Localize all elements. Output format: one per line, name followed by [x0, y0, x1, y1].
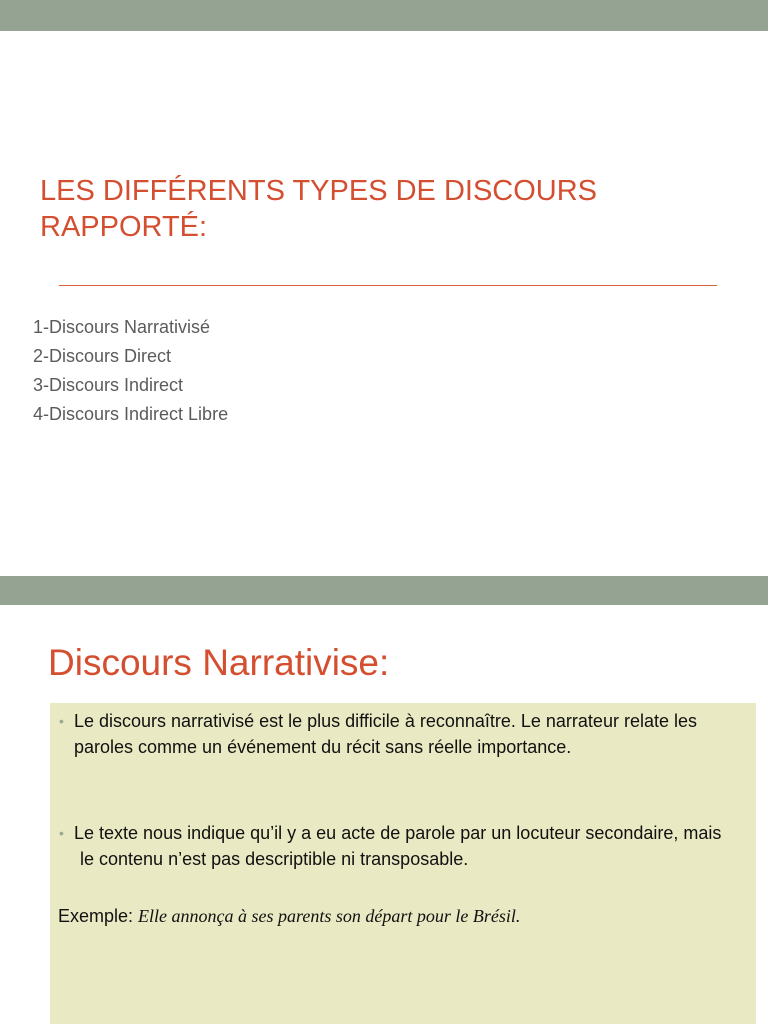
example-sentence: Elle annonça à ses parents son départ pour le Brésil. [138, 906, 521, 926]
slide-1-title: LES DIFFÉRENTS TYPES DE DISCOURS RAPPORTÉ: [40, 175, 598, 243]
list-item: 3-Discours Indirect [33, 375, 184, 395]
slide-divider-bar [0, 576, 768, 605]
list-item: 4-Discours Indirect Libre [33, 404, 229, 424]
example-colon: : [128, 906, 139, 926]
list-item: 2-Discours Direct [33, 346, 172, 366]
example-label: Exemple [58, 906, 129, 926]
bullet-paragraph [50, 820, 740, 872]
example-line [58, 903, 748, 929]
top-bar [0, 0, 768, 31]
slide-2 [0, 605, 768, 1024]
discourse-type-list [33, 313, 228, 429]
bullet-icon: • [59, 825, 64, 841]
title-underline [59, 285, 717, 286]
bullet-paragraph [50, 708, 740, 760]
list-item: 1-Discours Narrativisé [33, 317, 211, 337]
content-box [50, 703, 756, 1024]
slide-1 [0, 31, 768, 576]
bullet-icon: • [59, 713, 64, 729]
slide-2-title: Discours Narrativise: [48, 642, 390, 683]
bullet-text: Le discours narrativisé est le plus difficile à reconnaître. Le narrateur relate les paroles comme un événement du récit sans réelle importance. [74, 711, 697, 757]
bullet-text: Le texte nous indique qu’il y a eu acte de parole par un locuteur secondaire, mais le contenu n’est pas descriptible ni transposable. [74, 823, 722, 869]
